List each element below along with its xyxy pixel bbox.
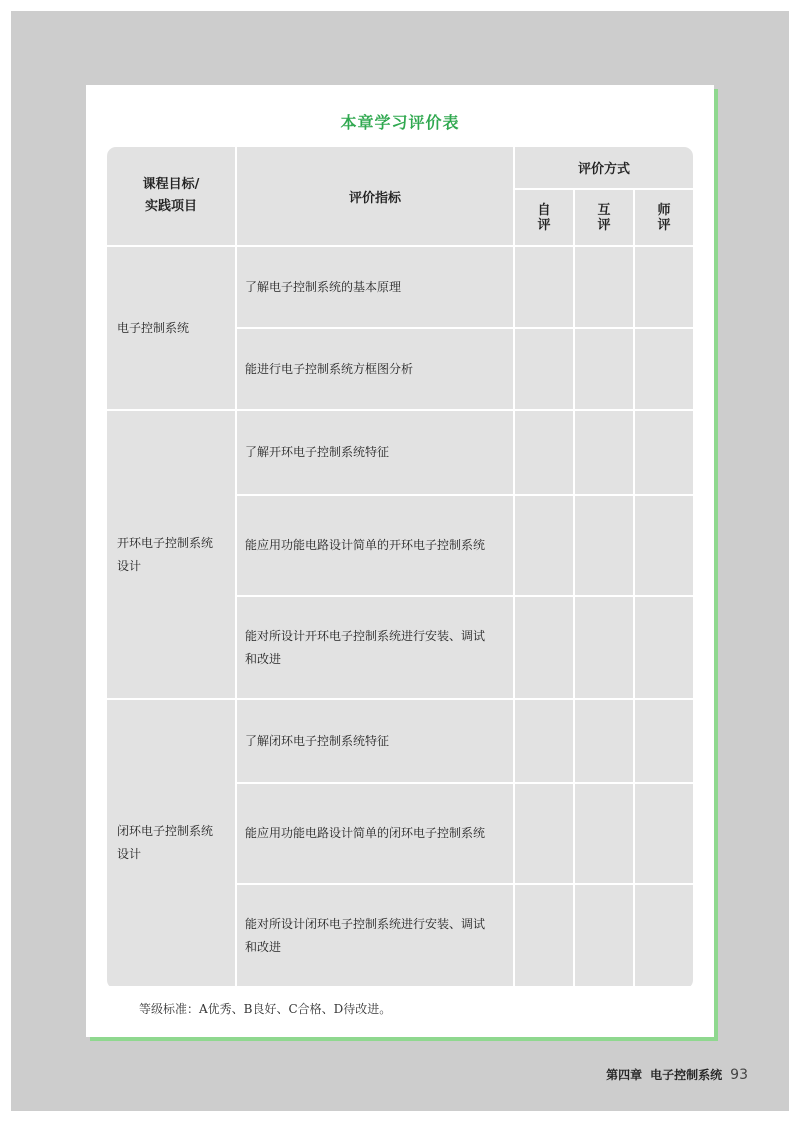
criteria-cell [237,496,513,595]
criteria-text: 能应用功能电路设计简单的开环电子控制系统 [245,538,486,552]
footer-chapter-title: 电子控制系统 [650,1068,723,1082]
header-row-1 [107,147,693,188]
header-method: 评价方式 [515,147,693,188]
self-eval-cell[interactable] [515,247,573,327]
criteria-cell [237,247,513,327]
teacher-eval-cell[interactable] [635,247,693,327]
goal-text: 闭环电子控制系统 设计 [117,824,214,861]
footer-chapter: 第四章 [606,1068,643,1082]
page-title: 本章学习评价表 [340,113,460,132]
criteria-text: 能对所设计开环电子控制系统进行安装、调试 和改进 [245,628,486,666]
grading-footnote: 等级标准：A优秀、B良好、C合格、D待改进。 [139,1002,392,1016]
peer-eval-cell[interactable] [575,597,633,698]
peer-eval-cell[interactable] [575,247,633,327]
header-criteria: 评价指标 [237,147,513,245]
evaluation-table [107,147,693,989]
table-row [107,247,693,327]
goal-cell [107,411,235,698]
teacher-eval-cell[interactable] [635,411,693,494]
teacher-eval-cell[interactable] [635,784,693,883]
evaluation-grid [107,147,693,988]
peer-eval-cell[interactable] [575,784,633,883]
peer-eval-cell[interactable] [575,700,633,782]
goal-text: 电子控制系统 [117,320,190,335]
self-eval-cell[interactable] [515,885,573,986]
page-card [86,85,714,1037]
criteria-text: 能应用功能电路设计简单的闭环电子控制系统 [245,826,486,840]
criteria-cell [237,597,513,698]
teacher-eval-cell[interactable] [635,597,693,698]
header-teacher [635,190,693,245]
table-body [107,147,693,986]
self-eval-cell[interactable] [515,329,573,409]
criteria-cell [237,329,513,409]
teacher-eval-cell[interactable] [635,885,693,986]
goal-cell [107,700,235,986]
header-peer-text: 互 评 [597,202,611,233]
criteria-cell [237,784,513,883]
peer-eval-cell[interactable] [575,411,633,494]
teacher-eval-cell[interactable] [635,329,693,409]
criteria-text: 能进行电子控制系统方框图分析 [245,361,414,376]
criteria-cell [237,411,513,494]
table-row [107,411,693,494]
peer-eval-cell[interactable] [575,329,633,409]
page-number: 93 [730,1067,748,1083]
criteria-text: 能对所设计闭环电子控制系统进行安装、调试 和改进 [245,916,486,954]
table-row [107,700,693,782]
self-eval-cell[interactable] [515,597,573,698]
goal-text: 开环电子控制系统 设计 [117,535,214,573]
teacher-eval-cell[interactable] [635,496,693,595]
criteria-cell [237,885,513,986]
header-goal-text: 课程目标/ 实践项目 [142,177,200,214]
self-eval-cell[interactable] [515,700,573,782]
goal-cell [107,247,235,409]
criteria-cell [237,700,513,782]
self-eval-cell[interactable] [515,784,573,883]
criteria-text: 了解闭环电子控制系统特征 [245,733,390,748]
peer-eval-cell[interactable] [575,496,633,595]
criteria-text: 了解开环电子控制系统特征 [245,445,390,459]
self-eval-cell[interactable] [515,496,573,595]
header-self-text: 自 评 [537,202,551,233]
header-teacher-text: 师 评 [657,202,671,233]
header-self [515,190,573,245]
header-peer [575,190,633,245]
teacher-eval-cell[interactable] [635,700,693,782]
self-eval-cell[interactable] [515,411,573,494]
peer-eval-cell[interactable] [575,885,633,986]
page-footer [606,1066,748,1083]
criteria-text: 了解电子控制系统的基本原理 [245,279,402,294]
header-goal [107,147,235,245]
